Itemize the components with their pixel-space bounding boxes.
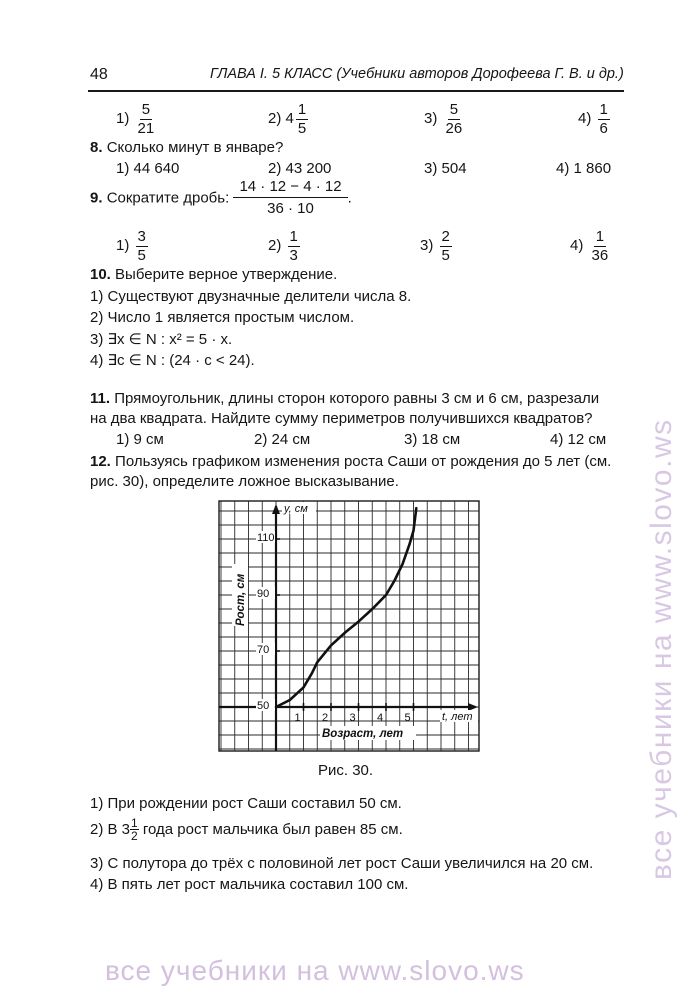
q8-option-2: 2) 43 200 — [268, 160, 332, 177]
q9-denominator: 36 · 10 — [267, 200, 314, 218]
q10-text: Выберите верное утверждение. — [115, 266, 338, 283]
q12-option-2-den: 2 — [131, 829, 138, 843]
q9-option-1-fraction — [136, 229, 148, 264]
q9-option-2-num: 1 — [289, 228, 298, 245]
q7-option-2-num: 1 — [297, 101, 307, 118]
q11-line-2: на два квадрата. Найдите сумму периметров получившихся квадратов? — [90, 410, 593, 427]
q9-question: 9. Сократите дробь: $\frac{14 \cdot 12 - 4 \cdot 12}{36 \cdot 10}$ . — [90, 178, 352, 218]
q10-number: 10. — [90, 266, 111, 283]
q9-number: 9. — [90, 189, 103, 207]
y-tick-label: 110 — [257, 532, 275, 544]
q9-option-4-label: 4) — [570, 237, 584, 255]
page-number: 48 — [90, 66, 108, 83]
q7-option-3-den: 26 — [445, 119, 463, 137]
x-axis-name: t, лет — [442, 711, 473, 723]
q10-option-4: 4) ∃c ∈ N : (24 · c < 24). — [90, 352, 255, 369]
q8-option-3: 3) 504 — [424, 160, 467, 177]
q9-option-4 — [570, 229, 612, 264]
q7-option-3-fraction — [444, 102, 465, 137]
y-axis-arrow — [272, 504, 280, 514]
q11-option-3: 3) 18 см — [404, 431, 461, 448]
q12-option-4: 4) В пять лет рост мальчика составил 100 см. — [90, 876, 409, 893]
q7-option-4-den: 6 — [599, 119, 608, 137]
y-axis-name: y, см — [284, 503, 308, 515]
q9-option-2-label: 2) — [268, 237, 282, 255]
q9-option-3-fraction — [440, 229, 452, 264]
q7-option-3-label: 3) — [424, 110, 438, 128]
x-tick-label: 4 — [377, 712, 384, 724]
q7-option-2-whole: 4 — [285, 110, 294, 128]
x-tick-label: 1 — [294, 712, 301, 724]
y-axis-label: Рост, см — [235, 573, 247, 626]
running-title: ГЛАВА I. 5 КЛАСС (Учебники авторов Дорофеева Г. В. и др.) — [210, 66, 624, 82]
y-tick-label: 70 — [257, 644, 270, 656]
figure-caption: Рис. 30. — [318, 762, 374, 779]
q7-option-2-fraction — [296, 102, 308, 137]
q9-option-4-den: 36 — [591, 246, 609, 264]
growth-chart — [218, 500, 480, 752]
q9-option-4-num: 1 — [595, 228, 605, 245]
q11-number: 11. — [90, 390, 111, 407]
q7-option-2-den: 5 — [297, 119, 307, 137]
q9-option-4-fraction — [590, 229, 611, 264]
q12-option-2-prefix: 2) В 3 — [90, 821, 131, 838]
bottom-watermark: все учебники на www.slovo.ws — [105, 955, 525, 986]
q9-option-2 — [268, 229, 302, 264]
side-watermark: все учебники на www.slovo.ws — [645, 418, 678, 880]
q7-option-3-num: 5 — [449, 101, 459, 118]
q10-option-1: 1) Существуют двузначные делители числа 8. — [90, 288, 412, 305]
q9-option-1-label: 1) — [116, 237, 130, 255]
q7-option-1-den: 21 — [137, 119, 155, 137]
q7-option-2 — [268, 102, 310, 137]
q11-option-4: 4) 12 см — [550, 431, 607, 448]
q8-question — [90, 139, 283, 156]
q12-option-1: 1) При рождении рост Саши составил 50 см. — [90, 795, 402, 812]
q8-text: Сколько минут в январе? — [106, 139, 284, 156]
q9-option-1-den: 5 — [137, 246, 146, 264]
q7-option-4-label: 4) — [578, 110, 592, 128]
q9-option-1 — [116, 229, 150, 264]
q7-option-4-num: 1 — [599, 101, 608, 118]
q12-option-3: 3) С полутора до трёх с половиной лет рост Саши увеличился на 20 см. — [90, 855, 594, 872]
q11-line-1 — [90, 390, 599, 407]
q7-option-3 — [424, 102, 466, 137]
growth-curve-line — [276, 508, 416, 707]
q12-text-1: Пользуясь графиком изменения роста Саши от рождения до 5 лет (см. — [115, 453, 612, 470]
q9-option-3 — [420, 229, 454, 264]
x-tick-label: 2 — [322, 712, 329, 724]
q9-option-3-label: 3) — [420, 237, 434, 255]
q12-option-2-num: 1 — [131, 816, 138, 830]
q8-option-4: 4) 1 860 — [556, 160, 612, 177]
y-tick-label: 90 — [257, 588, 270, 600]
q9-expression — [233, 178, 347, 218]
q8-option-1: 1) 44 640 — [116, 160, 180, 177]
q7-option-1-fraction — [136, 102, 157, 137]
q11-option-2: 2) 24 см — [254, 431, 311, 448]
q7-option-4 — [578, 102, 612, 137]
q12-line-2: рис. 30), определите ложное высказывание. — [90, 473, 399, 490]
q12-option-2-fraction — [130, 817, 139, 842]
q9-option-2-fraction — [288, 229, 300, 264]
x-axis-arrow — [468, 703, 478, 711]
x-axis-label: Возраст, лет — [322, 728, 404, 740]
header-rule — [88, 90, 624, 92]
q7-option-2-label: 2) — [268, 110, 282, 128]
x-tick-label: 5 — [404, 712, 411, 724]
q10-option-2: 2) Число 1 является простым числом. — [90, 309, 355, 326]
q9-option-1-num: 3 — [137, 228, 146, 245]
q10-question — [90, 266, 337, 283]
q9-option-3-num: 2 — [441, 228, 450, 245]
q12-option-2-text: года рост мальчика был равен 85 см. — [142, 821, 403, 838]
x-tick-label: 3 — [349, 712, 356, 724]
q12-option-2 — [90, 817, 403, 842]
q7-option-4-fraction — [598, 102, 610, 137]
q7-option-1 — [116, 102, 158, 137]
q12-line-1 — [90, 453, 611, 470]
y-tick-label: 50 — [257, 700, 270, 712]
q11-text-1: Прямоугольник, длины сторон которого равны 3 см и 6 см, разрезали — [114, 390, 600, 407]
q7-option-1-num: 5 — [141, 101, 151, 118]
q9-numerator: 14 · 12 − 4 · 12 — [233, 178, 347, 198]
q10-option-3: 3) ∃x ∈ N : x² = 5 · x. — [90, 331, 233, 348]
q9-option-3-den: 5 — [441, 246, 450, 264]
q7-option-1-label: 1) — [116, 110, 130, 128]
q9-text: Сократите дробь: — [106, 189, 230, 207]
q8-number: 8. — [90, 139, 103, 156]
q12-number: 12. — [90, 453, 111, 470]
q11-option-1: 1) 9 см — [116, 431, 164, 448]
q9-option-2-den: 3 — [289, 246, 298, 264]
